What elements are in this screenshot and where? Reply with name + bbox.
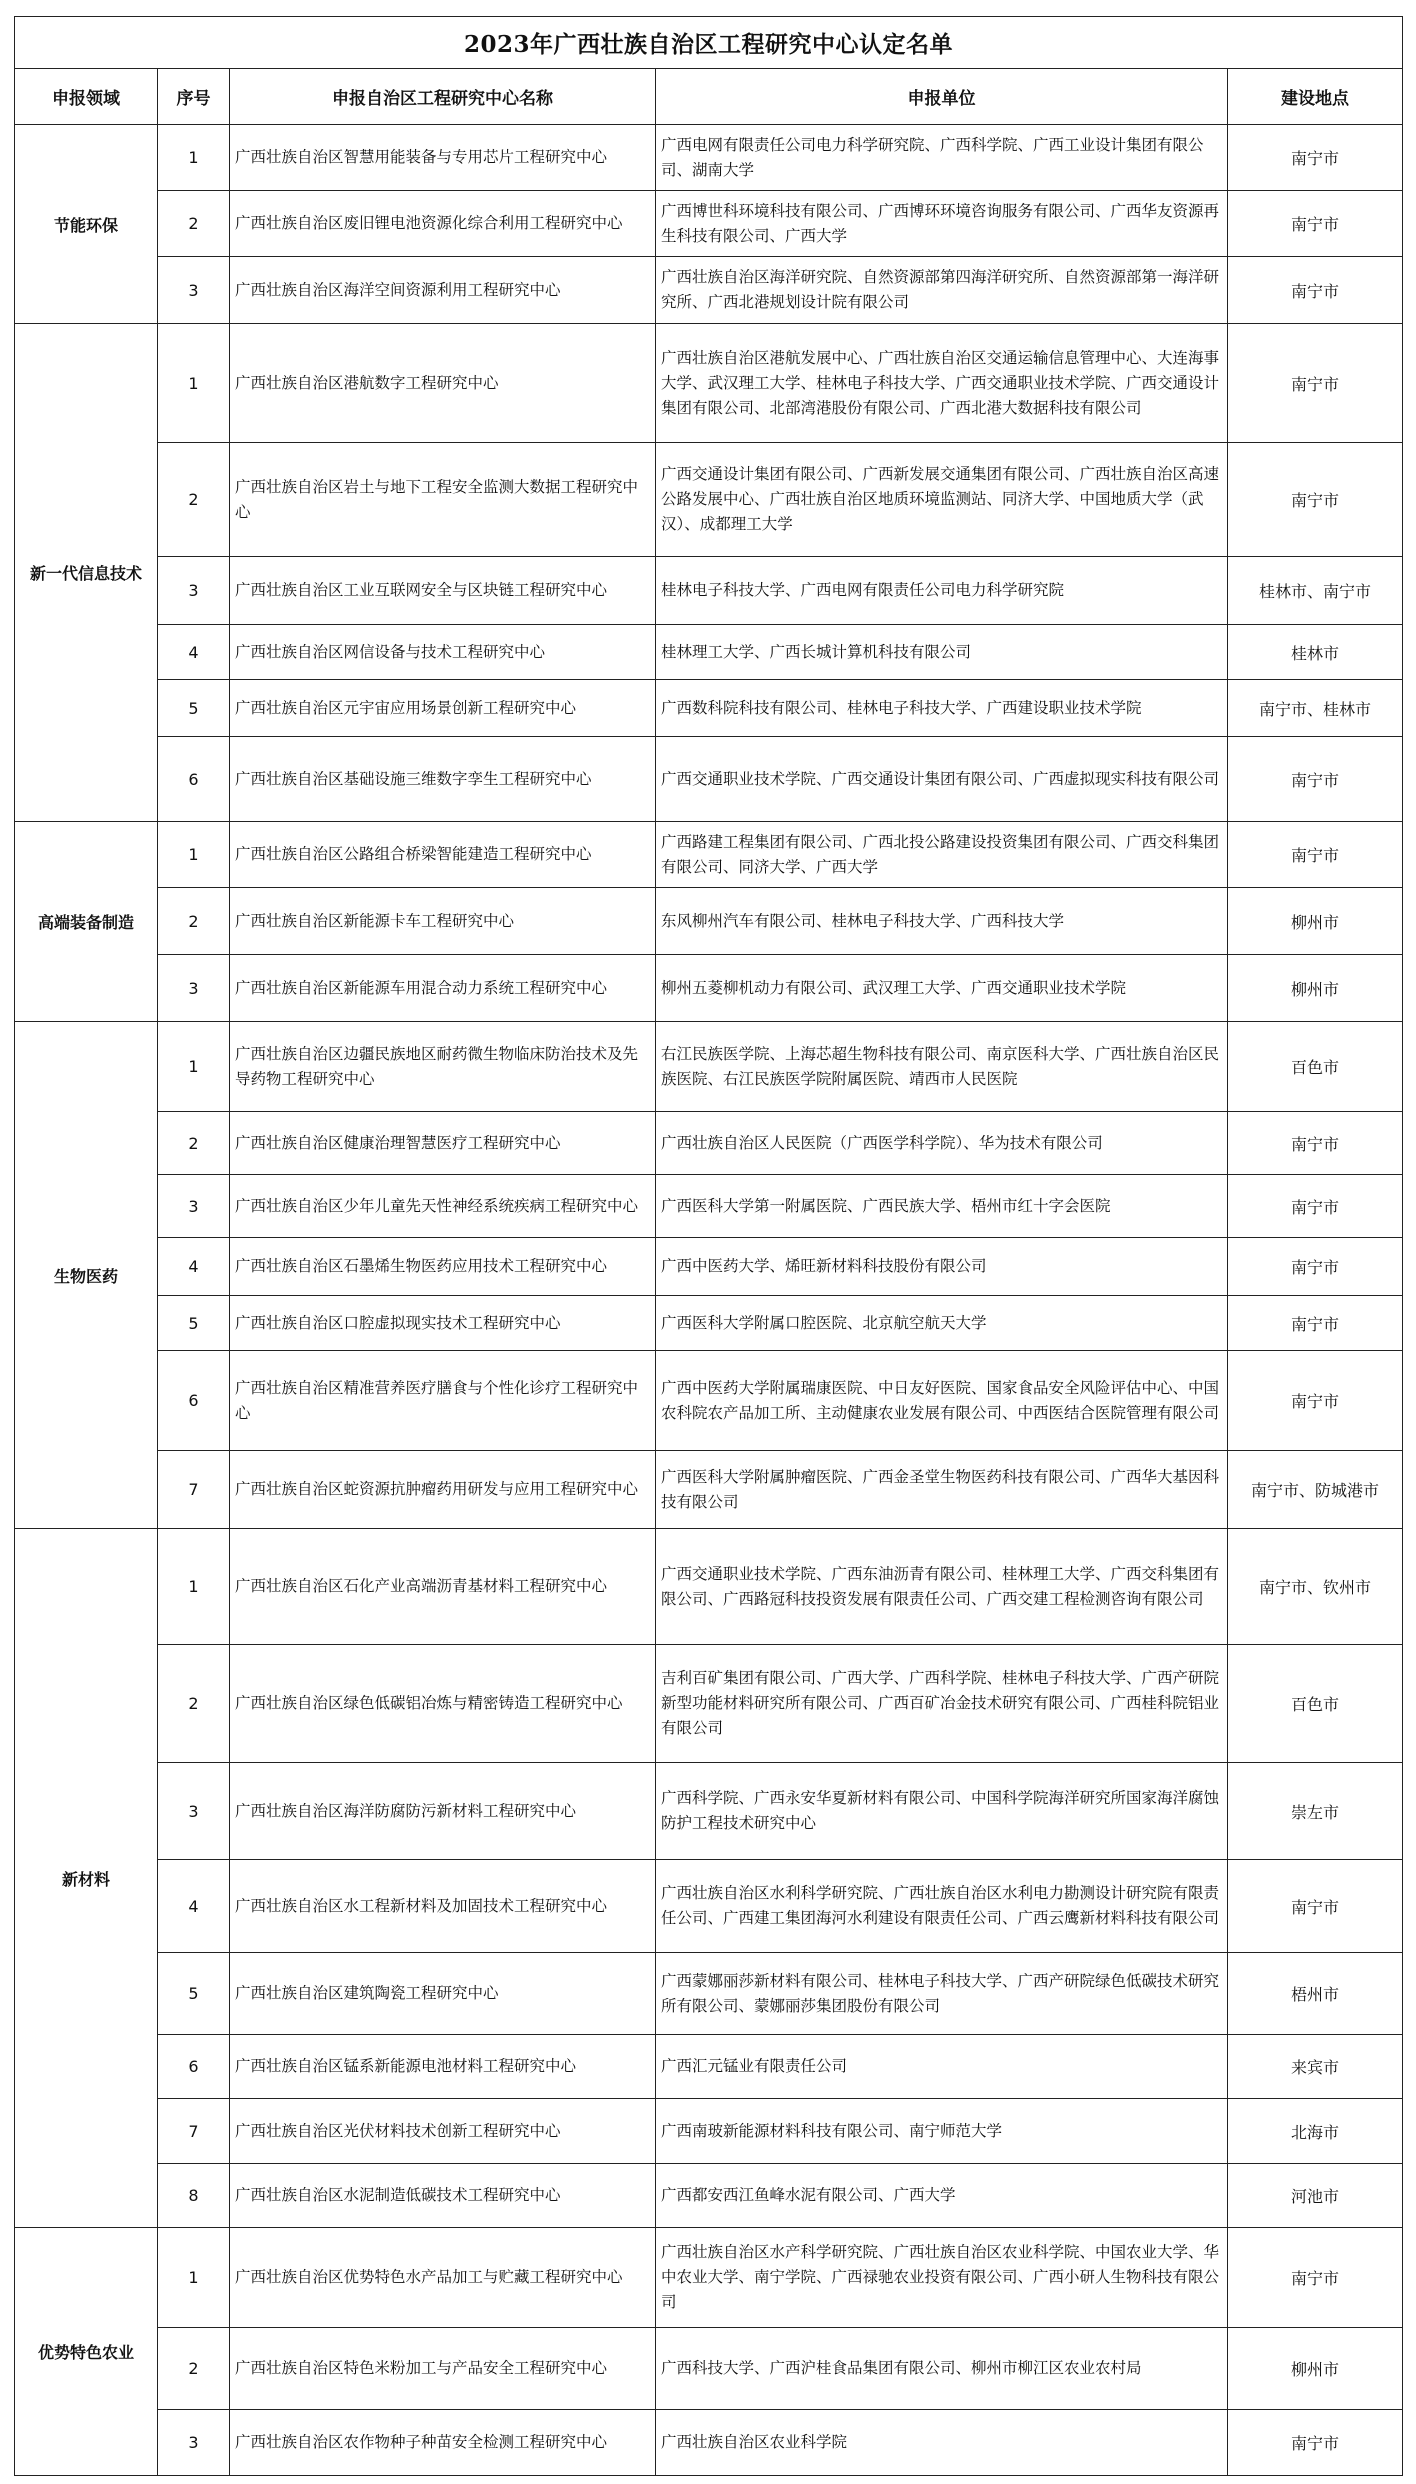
- table-row: [15, 1022, 1403, 1112]
- seq-cell: 3: [158, 955, 230, 1022]
- seq-cell: 2: [158, 1645, 230, 1763]
- domain-cell: 优势特色农业: [15, 2228, 158, 2476]
- header-center-name: 申报自治区工程研究中心名称: [230, 69, 656, 125]
- location-cell: 来宾市: [1228, 2035, 1403, 2099]
- applicant-unit-cell: 广西科学院、广西永安华夏新材料有限公司、中国科学院海洋研究所国家海洋腐蚀防护工程技术研究中心: [656, 1763, 1228, 1860]
- document-title: 2023年广西壮族自治区工程研究中心认定名单: [15, 17, 1403, 69]
- location-cell: 南宁市: [1228, 125, 1403, 191]
- applicant-unit-cell: 广西博世科环境科技有限公司、广西博环环境咨询服务有限公司、广西华友资源再生科技有限公司、广西大学: [656, 191, 1228, 257]
- center-name-cell: 广西壮族自治区元宇宙应用场景创新工程研究中心: [230, 680, 656, 737]
- seq-cell: 4: [158, 625, 230, 680]
- applicant-unit-cell: 广西壮族自治区港航发展中心、广西壮族自治区交通运输信息管理中心、大连海事大学、武汉理工大学、桂林电子科技大学、广西交通职业技术学院、广西交通设计集团有限公司、北部湾港股份有限公司、广西北港大数据科技有限公司: [656, 324, 1228, 443]
- location-cell: 南宁市: [1228, 1351, 1403, 1451]
- seq-cell: 8: [158, 2164, 230, 2228]
- location-cell: 南宁市、桂林市: [1228, 680, 1403, 737]
- applicant-unit-cell: 广西交通职业技术学院、广西东油沥青有限公司、桂林理工大学、广西交科集团有限公司、广西路冠科技投资发展有限责任公司、广西交建工程检测咨询有限公司: [656, 1529, 1228, 1645]
- center-name-cell: 广西壮族自治区海洋防腐防污新材料工程研究中心: [230, 1763, 656, 1860]
- applicant-unit-cell: 柳州五菱柳机动力有限公司、武汉理工大学、广西交通职业技术学院: [656, 955, 1228, 1022]
- applicant-unit-cell: 广西壮族自治区水产科学研究院、广西壮族自治区农业科学院、中国农业大学、华中农业大学、南宁学院、广西禄驰农业投资有限公司、广西小研人生物科技有限公司: [656, 2228, 1228, 2328]
- table-row: [15, 625, 1403, 680]
- center-name-cell: 广西壮族自治区新能源车用混合动力系统工程研究中心: [230, 955, 656, 1022]
- table-row: [15, 2099, 1403, 2164]
- table-row: [15, 2164, 1403, 2228]
- table-header-row: [15, 69, 1403, 125]
- center-name-cell: 广西壮族自治区水泥制造低碳技术工程研究中心: [230, 2164, 656, 2228]
- domain-cell: 生物医药: [15, 1022, 158, 1529]
- table-row: [15, 1953, 1403, 2035]
- seq-cell: 1: [158, 2228, 230, 2328]
- applicant-unit-cell: 广西电网有限责任公司电力科学研究院、广西科学院、广西工业设计集团有限公司、湖南大学: [656, 125, 1228, 191]
- location-cell: 南宁市: [1228, 257, 1403, 324]
- table-row: [15, 1860, 1403, 1953]
- center-name-cell: 广西壮族自治区口腔虚拟现实技术工程研究中心: [230, 1296, 656, 1351]
- location-cell: 柳州市: [1228, 2328, 1403, 2410]
- table-row: [15, 1175, 1403, 1238]
- seq-cell: 5: [158, 680, 230, 737]
- applicant-unit-cell: 广西交通设计集团有限公司、广西新发展交通集团有限公司、广西壮族自治区高速公路发展中心、广西壮族自治区地质环境监测站、同济大学、中国地质大学（武汉）、成都理工大学: [656, 443, 1228, 557]
- seq-cell: 1: [158, 822, 230, 888]
- applicant-unit-cell: 右江民族医学院、上海芯超生物科技有限公司、南京医科大学、广西壮族自治区民族医院、右江民族医学院附属医院、靖西市人民医院: [656, 1022, 1228, 1112]
- table-row: [15, 2410, 1403, 2476]
- applicant-unit-cell: 东风柳州汽车有限公司、桂林电子科技大学、广西科技大学: [656, 888, 1228, 955]
- applicant-unit-cell: 广西壮族自治区人民医院（广西医学科学院）、华为技术有限公司: [656, 1112, 1228, 1175]
- seq-cell: 5: [158, 1953, 230, 2035]
- center-name-cell: 广西壮族自治区特色米粉加工与产品安全工程研究中心: [230, 2328, 656, 2410]
- center-name-cell: 广西壮族自治区港航数字工程研究中心: [230, 324, 656, 443]
- table-row: [15, 191, 1403, 257]
- table-row: [15, 257, 1403, 324]
- seq-cell: 3: [158, 1763, 230, 1860]
- header-location: 建设地点: [1228, 69, 1403, 125]
- applicant-unit-cell: 广西交通职业技术学院、广西交通设计集团有限公司、广西虚拟现实科技有限公司: [656, 737, 1228, 822]
- seq-cell: 4: [158, 1238, 230, 1296]
- seq-cell: 3: [158, 2410, 230, 2476]
- center-name-cell: 广西壮族自治区公路组合桥梁智能建造工程研究中心: [230, 822, 656, 888]
- location-cell: 南宁市: [1228, 324, 1403, 443]
- applicant-unit-cell: 桂林电子科技大学、广西电网有限责任公司电力科学研究院: [656, 557, 1228, 625]
- applicant-unit-cell: 广西医科大学附属肿瘤医院、广西金圣堂生物医药科技有限公司、广西华大基因科技有限公司: [656, 1451, 1228, 1529]
- domain-cell: 新一代信息技术: [15, 324, 158, 822]
- location-cell: 崇左市: [1228, 1763, 1403, 1860]
- seq-cell: 7: [158, 2099, 230, 2164]
- seq-cell: 7: [158, 1451, 230, 1529]
- seq-cell: 1: [158, 125, 230, 191]
- location-cell: 桂林市、南宁市: [1228, 557, 1403, 625]
- applicant-unit-cell: 广西壮族自治区水利科学研究院、广西壮族自治区水利电力勘测设计研究院有限责任公司、广西建工集团海河水利建设有限责任公司、广西云鹰新材料科技有限公司: [656, 1860, 1228, 1953]
- center-name-cell: 广西壮族自治区边疆民族地区耐药微生物临床防治技术及先导药物工程研究中心: [230, 1022, 656, 1112]
- center-name-cell: 广西壮族自治区石化产业高端沥青基材料工程研究中心: [230, 1529, 656, 1645]
- table-row: [15, 2328, 1403, 2410]
- location-cell: 南宁市: [1228, 191, 1403, 257]
- table-row: [15, 557, 1403, 625]
- table-row: [15, 2228, 1403, 2328]
- location-cell: 北海市: [1228, 2099, 1403, 2164]
- location-cell: 南宁市: [1228, 1238, 1403, 1296]
- header-applicant-unit: 申报单位: [656, 69, 1228, 125]
- table-row: [15, 2035, 1403, 2099]
- seq-cell: 1: [158, 1529, 230, 1645]
- location-cell: 南宁市: [1228, 1296, 1403, 1351]
- center-name-cell: 广西壮族自治区农作物种子种苗安全检测工程研究中心: [230, 2410, 656, 2476]
- center-name-cell: 广西壮族自治区海洋空间资源利用工程研究中心: [230, 257, 656, 324]
- center-name-cell: 广西壮族自治区基础设施三维数字孪生工程研究中心: [230, 737, 656, 822]
- seq-cell: 3: [158, 1175, 230, 1238]
- location-cell: 南宁市: [1228, 737, 1403, 822]
- applicant-unit-cell: 桂林理工大学、广西长城计算机科技有限公司: [656, 625, 1228, 680]
- table-row: [15, 680, 1403, 737]
- seq-cell: 6: [158, 2035, 230, 2099]
- table-row: [15, 737, 1403, 822]
- center-name-cell: 广西壮族自治区优势特色水产品加工与贮藏工程研究中心: [230, 2228, 656, 2328]
- applicant-unit-cell: 吉利百矿集团有限公司、广西大学、广西科学院、桂林电子科技大学、广西产研院新型功能材料研究所有限公司、广西百矿冶金技术研究有限公司、广西桂科院铝业有限公司: [656, 1645, 1228, 1763]
- table-row: [15, 822, 1403, 888]
- location-cell: 百色市: [1228, 1645, 1403, 1763]
- center-name-cell: 广西壮族自治区蛇资源抗肿瘤药用研发与应用工程研究中心: [230, 1451, 656, 1529]
- applicant-unit-cell: 广西汇元锰业有限责任公司: [656, 2035, 1228, 2099]
- center-name-cell: 广西壮族自治区工业互联网安全与区块链工程研究中心: [230, 557, 656, 625]
- seq-cell: 2: [158, 1112, 230, 1175]
- applicant-unit-cell: 广西医科大学第一附属医院、广西民族大学、梧州市红十字会医院: [656, 1175, 1228, 1238]
- seq-cell: 4: [158, 1860, 230, 1953]
- applicant-unit-cell: 广西数科院科技有限公司、桂林电子科技大学、广西建设职业技术学院: [656, 680, 1228, 737]
- location-cell: 南宁市: [1228, 1175, 1403, 1238]
- seq-cell: 2: [158, 888, 230, 955]
- location-cell: 南宁市: [1228, 1860, 1403, 1953]
- location-cell: 柳州市: [1228, 955, 1403, 1022]
- table-row: [15, 324, 1403, 443]
- center-name-cell: 广西壮族自治区建筑陶瓷工程研究中心: [230, 1953, 656, 2035]
- center-name-cell: 广西壮族自治区健康治理智慧医疗工程研究中心: [230, 1112, 656, 1175]
- seq-cell: 3: [158, 257, 230, 324]
- applicant-unit-cell: 广西路建工程集团有限公司、广西北投公路建设投资集团有限公司、广西交科集团有限公司、同济大学、广西大学: [656, 822, 1228, 888]
- seq-cell: 1: [158, 324, 230, 443]
- applicant-unit-cell: 广西中医药大学、烯旺新材料科技股份有限公司: [656, 1238, 1228, 1296]
- seq-cell: 6: [158, 1351, 230, 1451]
- location-cell: 南宁市、防城港市: [1228, 1451, 1403, 1529]
- table-row: [15, 888, 1403, 955]
- header-domain: 申报领域: [15, 69, 158, 125]
- seq-cell: 1: [158, 1022, 230, 1112]
- seq-cell: 6: [158, 737, 230, 822]
- center-name-cell: 广西壮族自治区新能源卡车工程研究中心: [230, 888, 656, 955]
- applicant-unit-cell: 广西南玻新能源材料科技有限公司、南宁师范大学: [656, 2099, 1228, 2164]
- center-name-cell: 广西壮族自治区少年儿童先天性神经系统疾病工程研究中心: [230, 1175, 656, 1238]
- center-name-cell: 广西壮族自治区废旧锂电池资源化综合利用工程研究中心: [230, 191, 656, 257]
- table-row: [15, 1351, 1403, 1451]
- table-row: [15, 125, 1403, 191]
- location-cell: 梧州市: [1228, 1953, 1403, 2035]
- table-body: [15, 125, 1403, 2476]
- center-name-cell: 广西壮族自治区绿色低碳铝冶炼与精密铸造工程研究中心: [230, 1645, 656, 1763]
- center-name-cell: 广西壮族自治区水工程新材料及加固技术工程研究中心: [230, 1860, 656, 1953]
- table-row: [15, 1238, 1403, 1296]
- applicant-unit-cell: 广西医科大学附属口腔医院、北京航空航天大学: [656, 1296, 1228, 1351]
- location-cell: 南宁市: [1228, 822, 1403, 888]
- location-cell: 南宁市: [1228, 2410, 1403, 2476]
- seq-cell: 3: [158, 557, 230, 625]
- table-row: [15, 1645, 1403, 1763]
- applicant-unit-cell: 广西中医药大学附属瑞康医院、中日友好医院、国家食品安全风险评估中心、中国农科院农产品加工所、主动健康农业发展有限公司、中西医结合医院管理有限公司: [656, 1351, 1228, 1451]
- table-row: [15, 1763, 1403, 1860]
- location-cell: 南宁市: [1228, 2228, 1403, 2328]
- table-row: [15, 1451, 1403, 1529]
- location-cell: 南宁市、钦州市: [1228, 1529, 1403, 1645]
- applicant-unit-cell: 广西壮族自治区海洋研究院、自然资源部第四海洋研究所、自然资源部第一海洋研究所、广西北港规划设计院有限公司: [656, 257, 1228, 324]
- table-row: [15, 955, 1403, 1022]
- domain-cell: 节能环保: [15, 125, 158, 324]
- center-name-cell: 广西壮族自治区网信设备与技术工程研究中心: [230, 625, 656, 680]
- location-cell: 南宁市: [1228, 443, 1403, 557]
- recognition-list-table: [14, 16, 1403, 2476]
- table-row: [15, 1296, 1403, 1351]
- seq-cell: 5: [158, 1296, 230, 1351]
- center-name-cell: 广西壮族自治区智慧用能装备与专用芯片工程研究中心: [230, 125, 656, 191]
- table-row: [15, 1112, 1403, 1175]
- table-row: [15, 443, 1403, 557]
- applicant-unit-cell: 广西蒙娜丽莎新材料有限公司、桂林电子科技大学、广西产研院绿色低碳技术研究所有限公司、蒙娜丽莎集团股份有限公司: [656, 1953, 1228, 2035]
- applicant-unit-cell: 广西壮族自治区农业科学院: [656, 2410, 1228, 2476]
- applicant-unit-cell: 广西都安西江鱼峰水泥有限公司、广西大学: [656, 2164, 1228, 2228]
- domain-cell: 高端装备制造: [15, 822, 158, 1022]
- center-name-cell: 广西壮族自治区石墨烯生物医药应用技术工程研究中心: [230, 1238, 656, 1296]
- center-name-cell: 广西壮族自治区光伏材料技术创新工程研究中心: [230, 2099, 656, 2164]
- table-row: [15, 1529, 1403, 1645]
- seq-cell: 2: [158, 2328, 230, 2410]
- center-name-cell: 广西壮族自治区岩土与地下工程安全监测大数据工程研究中心: [230, 443, 656, 557]
- center-name-cell: 广西壮族自治区锰系新能源电池材料工程研究中心: [230, 2035, 656, 2099]
- center-name-cell: 广西壮族自治区精准营养医疗膳食与个性化诊疗工程研究中心: [230, 1351, 656, 1451]
- location-cell: 南宁市: [1228, 1112, 1403, 1175]
- location-cell: 桂林市: [1228, 625, 1403, 680]
- location-cell: 河池市: [1228, 2164, 1403, 2228]
- location-cell: 柳州市: [1228, 888, 1403, 955]
- domain-cell: 新材料: [15, 1529, 158, 2228]
- seq-cell: 2: [158, 443, 230, 557]
- location-cell: 百色市: [1228, 1022, 1403, 1112]
- header-seq: 序号: [158, 69, 230, 125]
- document-page: [14, 16, 1402, 2476]
- applicant-unit-cell: 广西科技大学、广西沪桂食品集团有限公司、柳州市柳江区农业农村局: [656, 2328, 1228, 2410]
- seq-cell: 2: [158, 191, 230, 257]
